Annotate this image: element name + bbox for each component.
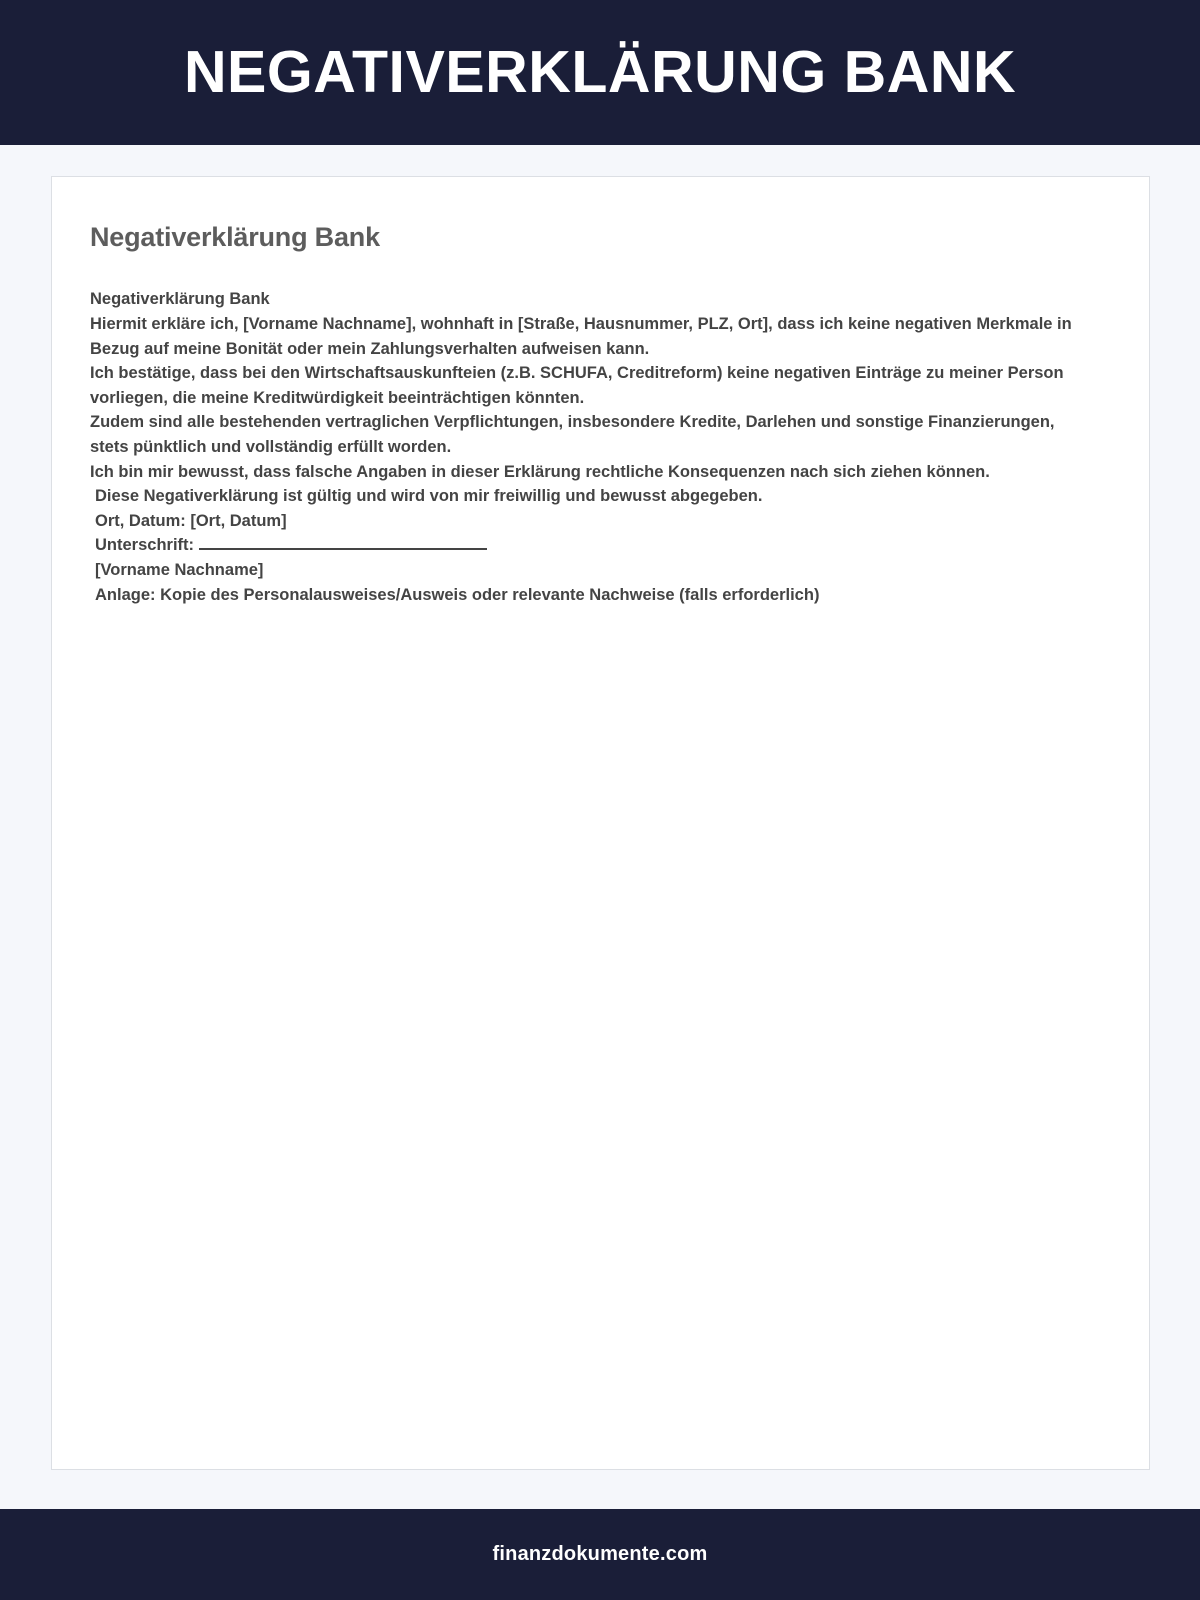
signature-blank-line (199, 536, 487, 550)
attachment-line: Anlage: Kopie des Personalausweises/Ausweis oder relevante Nachweise (falls erforderlich) (95, 585, 820, 604)
place-date-line: Ort, Datum: [Ort, Datum] (95, 511, 287, 530)
paragraph-declaration: Hiermit erkläre ich, [Vorname Nachname], wohnhaft in [Straße, Hausnummer, PLZ, Ort], dass ich keine negativen Merkmale in Bezug auf meine Bonität oder mein Zahlungsverhalten aufweisen kann. (90, 314, 1072, 358)
page-footer (0, 1509, 1200, 1600)
document-body (90, 287, 1092, 607)
signature-line-row (90, 533, 1092, 558)
paragraph-subject: Negativerklärung Bank (90, 290, 270, 309)
paragraph-obligations: Zudem sind alle bestehenden vertraglichen Verpflichtungen, insbesondere Kredite, Darlehen und sonstige Finanzierungen, stets pünktlich und vollständig erfüllt worden. (90, 413, 1055, 456)
paragraph-closing-statement: Diese Negativerklärung ist gültig und wird von mir freiwillig und bewusst abgegeben. (95, 487, 763, 506)
footer-site-name: finanzdokumente.com (492, 1543, 708, 1565)
banner-title: NEGATIVERKLÄRUNG BANK (183, 38, 1017, 105)
paragraph-credit-agencies: Ich bestätige, dass bei den Wirtschaftsauskunfteien (z.B. SCHUFA, Creditreform) keine negativen Einträge zu meiner Person vorliegen, die meine Kreditwürdigkeit beeinträchtigen könnten. (90, 364, 1064, 407)
page-content-area (0, 145, 1200, 1470)
signature-label: Unterschrift: (95, 536, 195, 555)
page-header-banner (0, 0, 1200, 145)
document-heading: Negativerklärung Bank (90, 222, 380, 252)
document-card (51, 176, 1150, 1470)
signature-name: [Vorname Nachname] (95, 560, 264, 579)
paragraph-legal-consequences: Ich bin mir bewusst, dass falsche Angaben in dieser Erklärung rechtliche Konsequenzen nach sich ziehen können. (90, 462, 990, 481)
